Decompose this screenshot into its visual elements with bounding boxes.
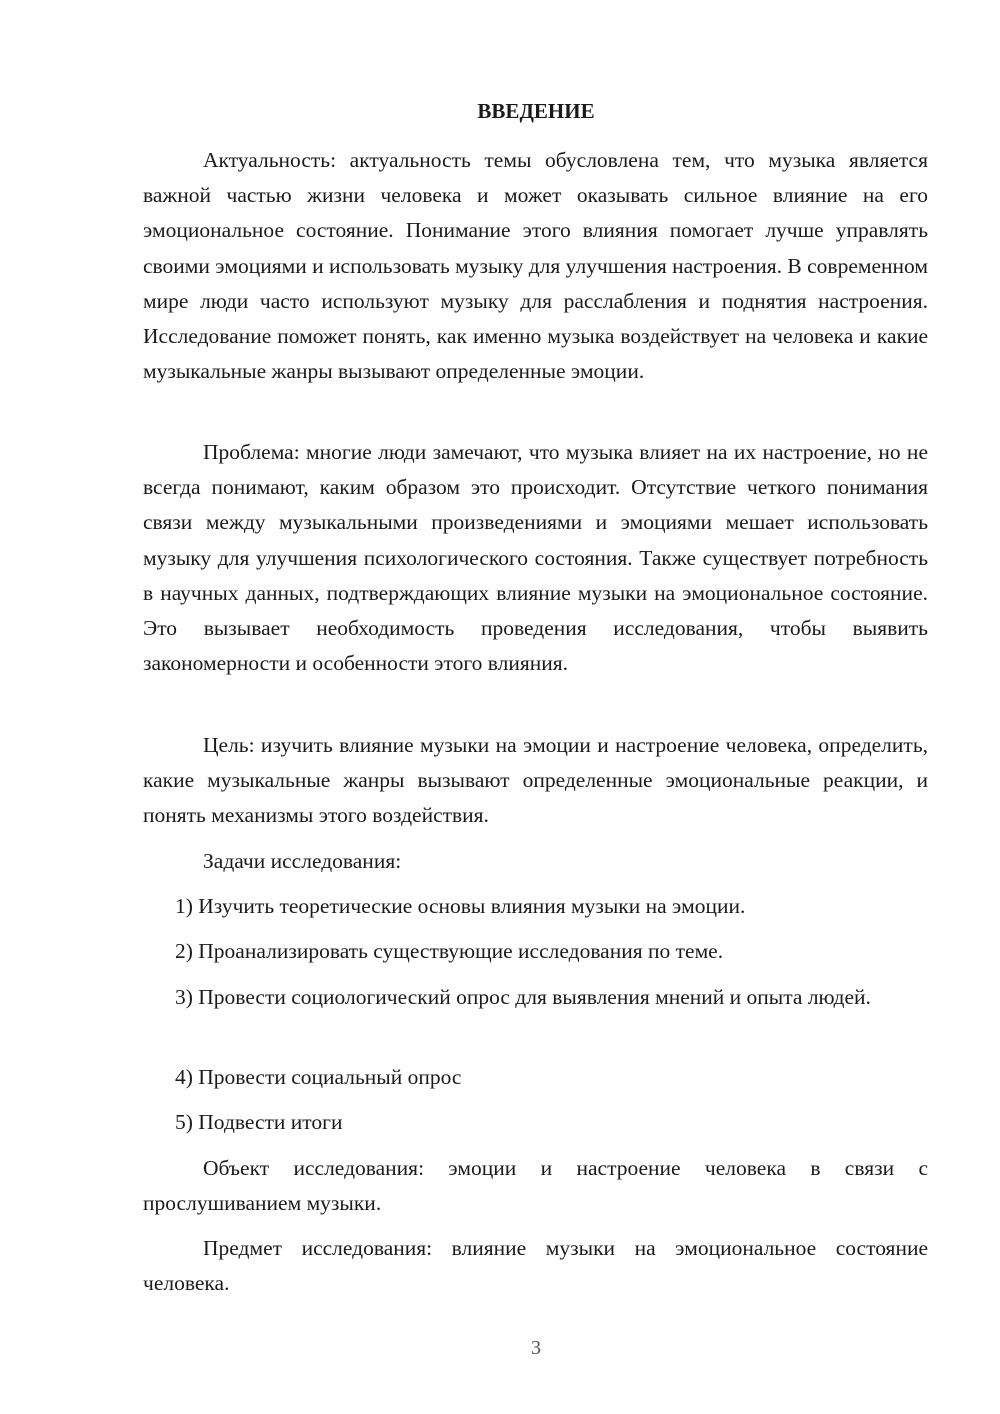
paragraph-subject: Предмет исследования: влияние музыки на эмоциональное состояние человека. xyxy=(143,1236,928,1296)
task-item-3: 3) Провести социологический опрос для выявления мнений и опыта людей. xyxy=(175,985,871,1009)
task-item-4: 4) Провести социальный опрос xyxy=(175,1065,462,1089)
paragraph-relevance: Актуальность: актуальность темы обусловлена тем, что музыка является важной частью жизни человека и может оказывать сильное влияние на его эмоциональное состояние. Понимание этого влияния помогает лучше управлять своими эмоциями и использовать музыку для улучшения настроения. В современном мире люди часто используют музыку для расслабления и поднятия настроения. Исследование поможет понять, как именно музыка воздействует на человека и какие музыкальные жанры вызывают определенные эмоции. xyxy=(143,148,928,384)
task-item-5: 5) Подвести итоги xyxy=(175,1110,343,1134)
page-title: ВВЕДЕНИЕ xyxy=(477,99,595,123)
page-number: 3 xyxy=(531,1337,541,1359)
task-item-2: 2) Проанализировать существующие исследования по теме. xyxy=(175,939,724,963)
paragraph-problem: Проблема: многие люди замечают, что музыка влияет на их настроение, но не всегда понимают, каким образом это происходит. Отсутствие четкого понимания связи между музыкальными произведениями и эмоциями мешает использовать музыку для улучшения психологического состояния. Также существует потребность в научных данных, подтверждающих влияние музыки на эмоциональное состояние. Это вызывает необходимость проведения исследования, чтобы выявить закономерности и особенности этого влияния. xyxy=(143,440,928,676)
paragraph-object: Объект исследования: эмоции и настроение человека в связи с прослушиванием музыки. xyxy=(143,1156,928,1216)
paragraph-goal: Цель: изучить влияние музыки на эмоции и настроение человека, определить, какие музыкальные жанры вызывают определенные эмоциональные реакции, и понять механизмы этого воздействия. xyxy=(143,733,928,828)
task-item-1: 1) Изучить теоретические основы влияния музыки на эмоции. xyxy=(175,894,746,918)
tasks-heading: Задачи исследования: xyxy=(203,849,402,873)
